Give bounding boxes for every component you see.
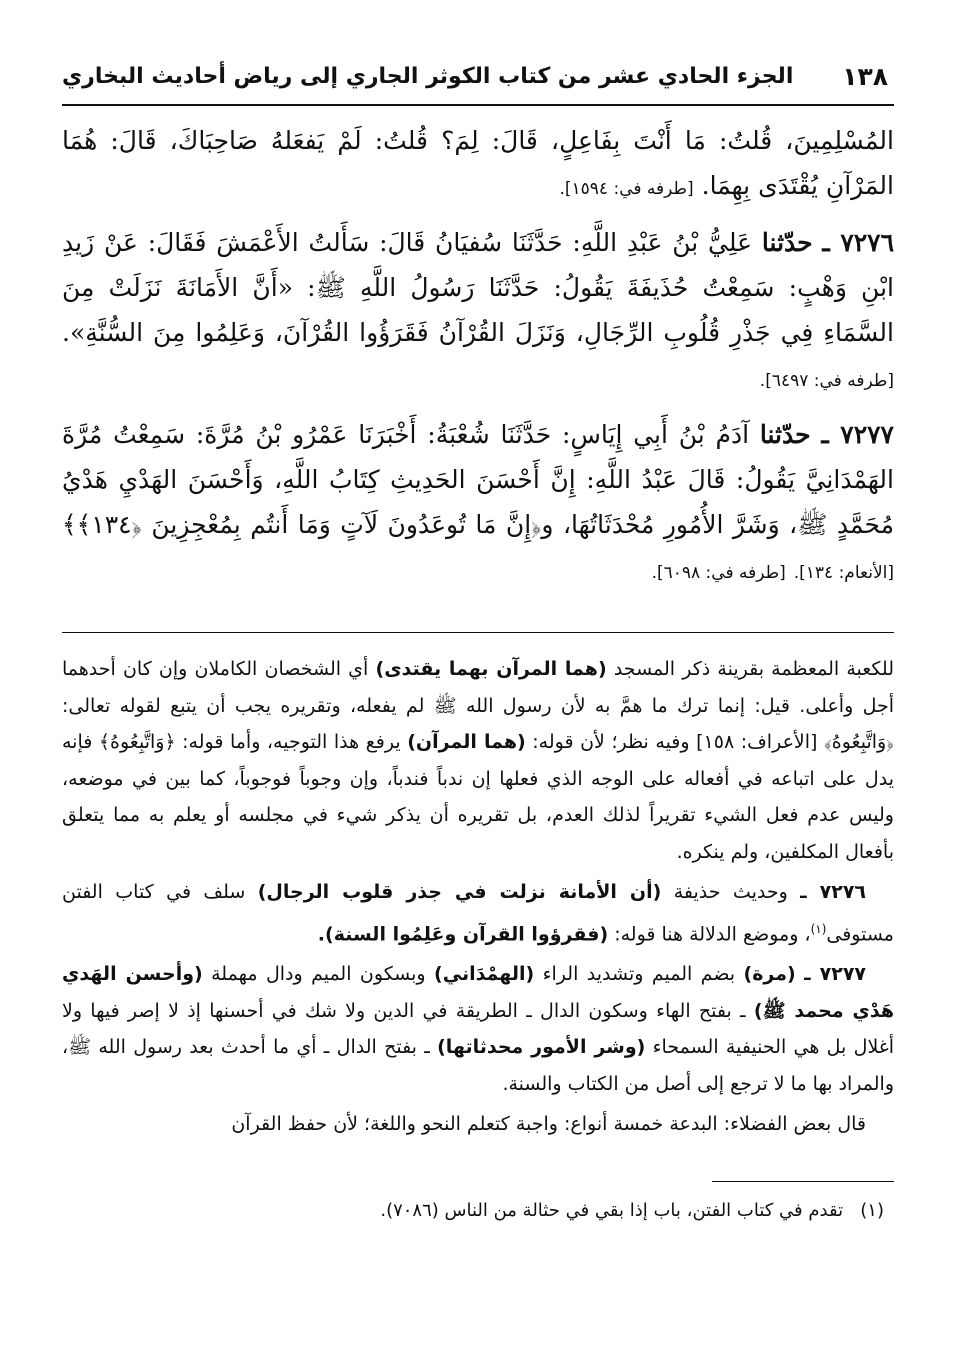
footnote — [62, 1196, 894, 1226]
commentary-text: سلف في كتاب الفتن مستوفى — [62, 881, 894, 945]
commentary-text: بضم الميم وتشديد الراء — [542, 963, 736, 986]
commentary-text: ، وموضع الدلالة هنا قوله: — [614, 922, 811, 945]
hadith-number: ٧٢٧٧ ـ — [804, 963, 867, 986]
hadith-paragraph — [62, 412, 894, 596]
page-number: ١٣٨ — [842, 62, 888, 91]
footnote-text: تقدم في كتاب الفتن، باب إذا بقي في حثالة من الناس (٧٠٨٦). — [380, 1199, 844, 1221]
quoted-phrase: (الهمْدَاني) — [434, 963, 535, 986]
commentary-paragraph — [62, 651, 894, 870]
hadith-number: ٧٢٧٦ ـ — [822, 228, 895, 257]
commentary-text: ـ بفتح الدال ـ أي ما أحدث بعد رسول الله ﷺ، والمراد بها ما لا ترجع إلى أصل من الكتاب والسنة. — [62, 1036, 894, 1095]
commentary-text: وبسكون الميم ودال مهملة — [211, 963, 426, 986]
hadith-number: ٧٢٧٧ ـ — [821, 420, 894, 449]
hadith-lead: حدّثنا — [761, 228, 813, 257]
hadith-lead: حدّثنا — [759, 420, 811, 449]
quran-reference: [الأنعام: ١٣٤]. — [793, 563, 894, 583]
header-title: الجزء الحادي عشر من كتاب الكوثر الجاري إلى رياض أحاديث البخاري — [62, 64, 794, 89]
hadith-text: عَلِيُّ بْنُ عَبْدِ اللَّهِ: حَدَّثَنَا سُفيَانُ قَالَ: سَأَلتُ الأَعْمَشَ فَقَالَ: عَنْ زَيدِ ابْنِ وَهْبٍ: سَمِعْتُ حُذَيفَةَ يَقُولُ: حَدَّثَنَا رَسُولُ اللَّهِ ﷺ: «أَنَّ الأَمَانَةَ نَزَلَتْ مِنَ السَّمَاءِ فِي جَذْرِ قُلُوبِ الرِّجَالِ، وَنَزَلَ القُرْآنُ فَقَرَؤُوا القُرْآنَ، وَعَلِمُوا مِنَ السُّنَّةِ». — [62, 228, 894, 347]
hadith-text: المُسْلِمِينَ، قُلتُ: مَا أَنْتَ بِفَاعِلٍ، قَالَ: لِمَ؟ قُلتُ: لَمْ يَفعَلهُ صَاحِبَاكَ، قَالَ: هُمَا المَرْآنِ يُقْتَدَى بِهِمَا. — [62, 126, 894, 200]
commentary-paragraph — [62, 956, 894, 1102]
quoted-phrase: (وشر الأمور محدثاتها) — [437, 1036, 646, 1059]
cross-reference: [طرفه في: ٦٤٩٧]. — [759, 371, 894, 391]
quoted-phrase: (هما المرآن) — [407, 731, 526, 753]
quoted-phrase: (مرة) — [743, 963, 796, 986]
commentary-text: ـ بفتح الهاء وسكون الدال ـ الطريقة في الدين ولا شك في أحسنها إذ لا إصر فيها ولا أغلال بل هي الحنيفية السمحاء — [62, 999, 894, 1059]
quoted-phrase: (هما المرآن بهما يقتدى) — [375, 658, 607, 680]
commentary-text: قال بعض الفضلاء: البدعة خمسة أنواع: واجبة كتعلم النحو واللغة؛ لأن حفظ القرآن — [231, 1113, 866, 1136]
commentary-block — [62, 651, 894, 1143]
commentary-text: أي الشخصان الكاملان وإن كان أحدهما أجل وأعلى. قيل: إنما ترك ما همَّ به لأن رسول الله ﷺ لم يفعله، وتقريره يجب أن يتبع لقوله تعالى: ﴿وَاتَّبِعُوهُ﴾ [الأعراف: ١٥٨] وفيه نظر؛ لأن قوله: — [62, 658, 895, 753]
commentary-paragraph — [62, 874, 894, 952]
section-divider — [62, 632, 894, 633]
footnote-number: (١) — [860, 1199, 884, 1221]
hadith-paragraph — [62, 118, 894, 212]
commentary-text: للكعبة المعظمة بقرينة ذكر المسجد — [613, 658, 894, 680]
cross-reference: [طرفه في: ٦٠٩٨]. — [651, 563, 786, 583]
footnote-marker[interactable]: (١) — [810, 921, 827, 936]
hadith-number: ٧٢٧٦ ـ — [800, 881, 867, 903]
book-page — [62, 48, 894, 1348]
hadith-text: آدَمُ بْنُ أَبِي إِيَاسٍ: حَدَّثَنَا شُعْبَةُ: أَخْبَرَنَا عَمْرُو بْنُ مُرَّةَ: سَمِعْتُ مُرَّةَ الهَمْدَانِيَّ يَقُولُ: قَالَ عَبْدُ اللَّهِ: إِنَّ أَحْسَنَ الحَدِيثِ كِتَابُ اللَّهِ، وَأَحْسَنَ الهَدْيِ هَدْيُ مُحَمَّدٍ ﷺ، وَشَرَّ الأُمُورِ مُحْدَثَاتُهَا، و﴿إِنَّ مَا تُوعَدُونَ لَآتٍ وَمَا أَنتُم بِمُعْجِزِينَ ﴿١٣٤﴾﴾ — [62, 420, 894, 539]
quoted-phrase: (وأحسن الهَدي هَدْي محمد ﷺ) — [62, 963, 894, 1022]
footnote-divider — [712, 1181, 894, 1182]
hadith-text-block — [62, 118, 894, 596]
hadith-paragraph — [62, 220, 894, 404]
commentary-text: وحديث حذيفة — [673, 881, 788, 903]
cross-reference: [طرفه في: ١٥٩٤]. — [559, 179, 694, 199]
quoted-phrase: (فقرؤوا القرآن وعَلِمُوا السنة). — [317, 922, 609, 945]
commentary-paragraph — [62, 1106, 894, 1143]
running-header — [62, 48, 894, 106]
quoted-phrase: (أن الأمانة نزلت في جذر قلوب الرجال) — [257, 881, 662, 903]
commentary-text: يرفع هذا التوجيه، وأما قوله: ﴿وَاتَّبِعُوهُ﴾ فإنه يدل على اتباعه في أفعاله على الوجه الذي فعلها إن ندباً فندباً، وإن وجوباً فوجوباً، كما بين في موضعه، وليس عدم فعل الشيء تقريراً لذلك العدم، بل تقريره أن يذكر شيء في مجلسه أو يعلم به مما يتعلق بأفعال المكلفين، ولم ينكره. — [62, 731, 894, 863]
